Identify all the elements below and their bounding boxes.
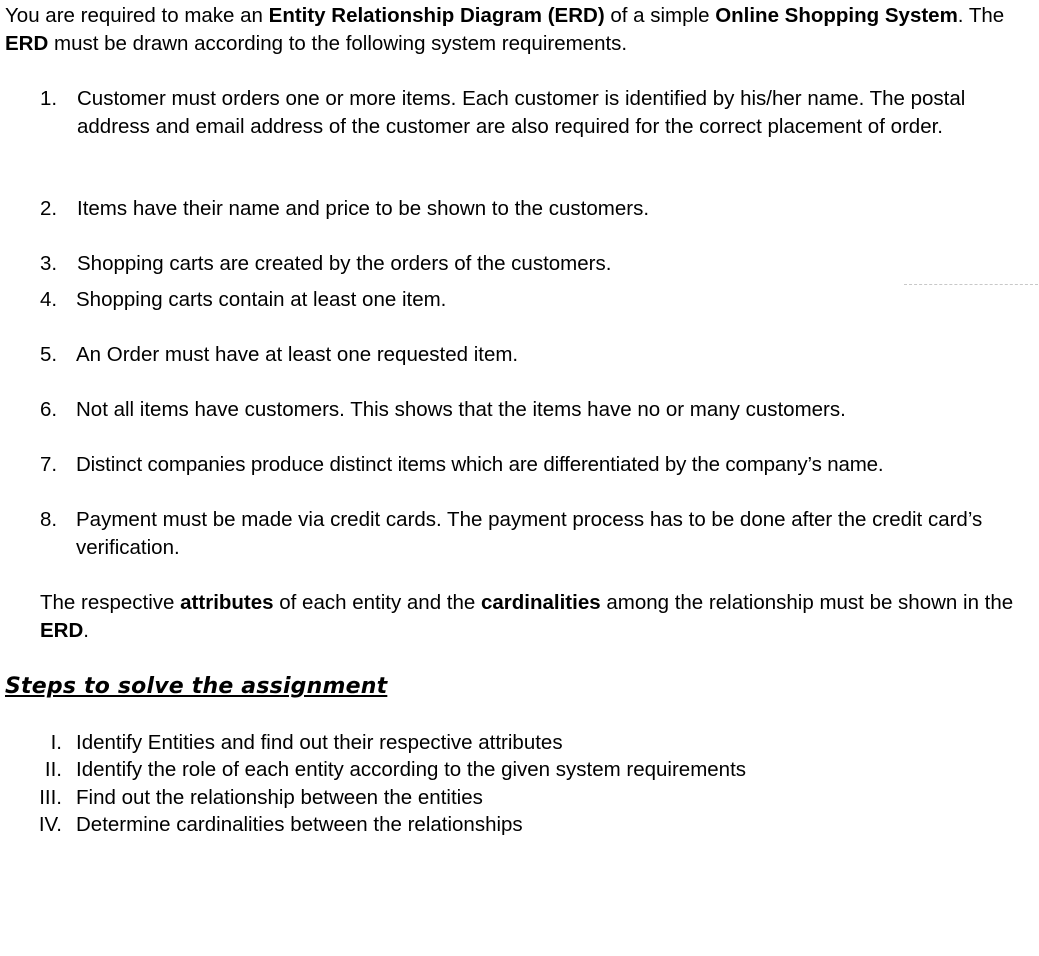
requirement-item-7 (40, 451, 1038, 479)
requirement-item-1 (40, 85, 1010, 169)
requirement-text: Customer must orders one or more items. Each customer is identified by his/her name. The postal address and email address of the customer are also required for the correct placement of order. (77, 87, 966, 138)
step-number: I. (50, 731, 62, 754)
step-item-3 (0, 784, 900, 812)
requirement-number: 2. (40, 197, 58, 220)
requirement-item-6 (40, 396, 1030, 424)
requirement-text: Distinct companies produce distinct items which are differentiated by the company’s name. (76, 453, 884, 476)
step-number: IV. (38, 813, 62, 836)
step-text: Find out the relationship between the entities (76, 786, 483, 809)
requirement-number: 3. (40, 252, 58, 275)
step-number: II. (44, 758, 62, 781)
intro-bold-system: Online Shopping System (715, 4, 958, 27)
closing-paragraph (40, 589, 1039, 644)
requirement-item-8 (40, 506, 1010, 562)
closing-bold-erd: ERD (40, 618, 84, 642)
faint-divider-line (904, 284, 1038, 285)
requirement-item-2 (40, 195, 1030, 223)
requirement-number: 4. (40, 288, 58, 311)
closing-text-3: among the relationship must be shown in the (600, 591, 1014, 614)
requirement-item-4 (40, 286, 1030, 314)
intro-text-4: must be drawn according to the following system requirements. (48, 31, 628, 55)
intro-text-1: You are required to make an (5, 4, 269, 27)
intro-text-3: . The (957, 4, 1005, 27)
closing-bold-attributes: attributes (180, 591, 274, 614)
step-item-2 (0, 756, 900, 784)
intro-paragraph (5, 2, 1037, 57)
closing-text-4: . (83, 618, 89, 642)
requirement-number: 1. (40, 87, 58, 110)
intro-bold-erd: ERD (5, 31, 49, 55)
closing-text-1: The respective (40, 591, 181, 614)
steps-heading: Steps to solve the assignment (5, 674, 388, 699)
requirement-item-3 (40, 250, 1030, 278)
requirement-text: An Order must have at least one requested item. (76, 343, 519, 366)
requirement-text: Shopping carts contain at least one item. (76, 288, 447, 311)
closing-text-2: of each entity and the (273, 591, 481, 614)
requirement-text: Shopping carts are created by the orders of the customers. (77, 252, 612, 275)
requirement-item-5 (40, 341, 1030, 369)
requirement-number: 8. (40, 508, 58, 531)
step-item-4 (0, 811, 900, 839)
requirement-number: 5. (40, 343, 58, 366)
step-text: Identify Entities and find out their respective attributes (76, 731, 563, 754)
step-text: Identify the role of each entity according to the given system requirements (76, 758, 747, 781)
requirement-number: 6. (40, 398, 58, 421)
step-number: III. (39, 786, 62, 809)
requirement-number: 7. (40, 453, 58, 476)
requirement-text: Payment must be made via credit cards. The payment process has to be done after the credit card’s verification. (76, 508, 983, 559)
requirement-text: Items have their name and price to be shown to the customers. (77, 197, 650, 220)
requirement-text: Not all items have customers. This shows that the items have no or many customers. (76, 398, 846, 421)
step-item-1 (0, 729, 900, 757)
intro-bold-erd-full: Entity Relationship Diagram (ERD) (268, 4, 605, 27)
intro-text-2: of a simple (604, 4, 716, 27)
step-text: Determine cardinalities between the relationships (76, 813, 523, 836)
closing-bold-cardinalities: cardinalities (481, 591, 601, 614)
